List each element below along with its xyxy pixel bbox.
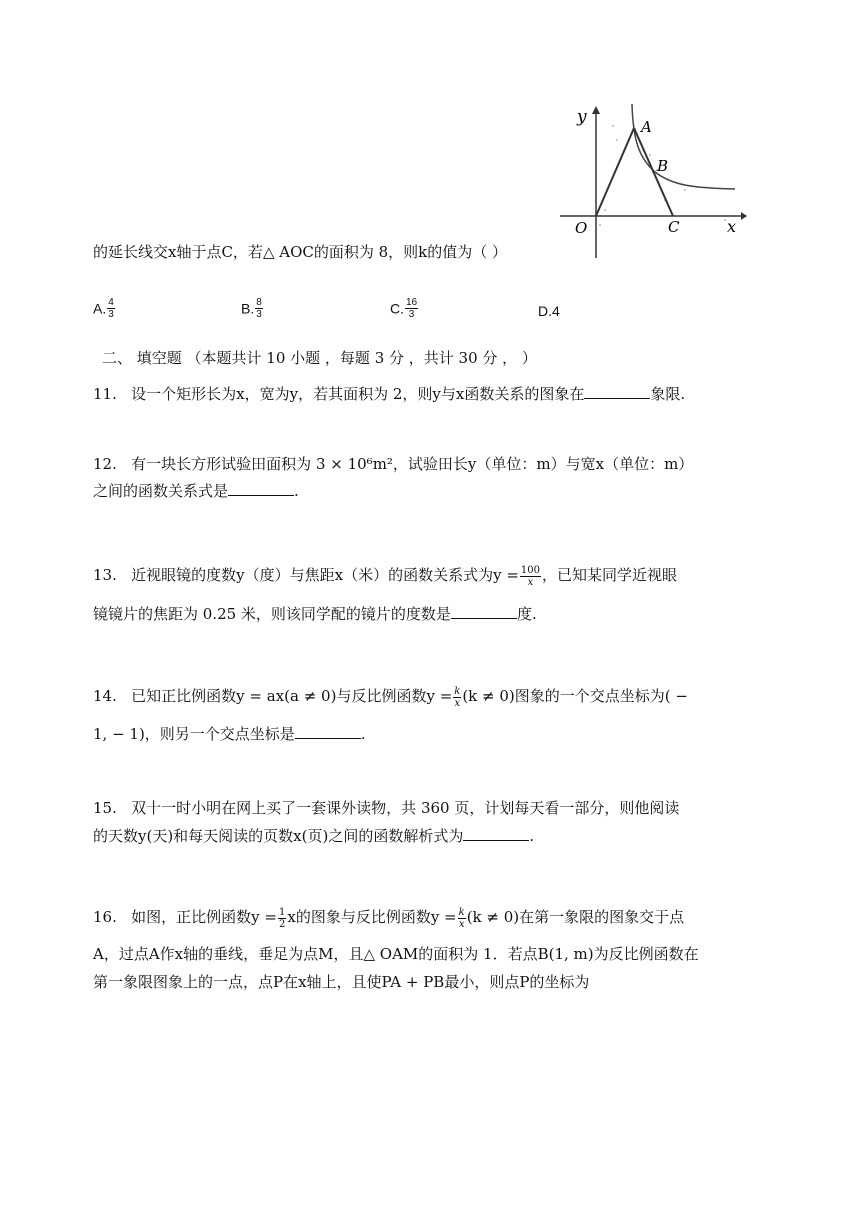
q10-options bbox=[93, 297, 693, 329]
q16-text-3: 第一象限图象上的一点，点P在x轴上，且使PA + PB最小，则点P的坐标为 bbox=[93, 973, 590, 991]
label-o: O bbox=[575, 219, 588, 237]
q16-text-1a: 如图，正比例函数y = bbox=[131, 908, 277, 926]
q11-after: 象限. bbox=[650, 385, 686, 403]
q14-after: . bbox=[360, 725, 366, 743]
x-axis-arrow bbox=[741, 212, 747, 220]
q16-frac2-den: x bbox=[458, 918, 465, 930]
q14-text-2: 1, − 1)，则另一个交点坐标是 bbox=[93, 725, 295, 743]
q13-line1 bbox=[93, 564, 677, 588]
q16-line3 bbox=[93, 971, 589, 993]
q15-line2 bbox=[93, 825, 534, 847]
q15-text-2: 的天数y(天)和每天阅读的页数x(页)之间的函数解析式为 bbox=[93, 827, 464, 845]
q14-number: 14. bbox=[93, 687, 117, 705]
option-b-num: 8 bbox=[256, 297, 262, 308]
scan-noise bbox=[599, 125, 726, 226]
y-axis-arrow bbox=[592, 106, 600, 114]
option-a-den: 3 bbox=[108, 309, 114, 320]
q11-answer-blank[interactable] bbox=[584, 384, 650, 399]
q16-text-1b: x的图象与反比例函数y = bbox=[287, 908, 457, 926]
q11-number: 11. bbox=[93, 385, 117, 403]
q16-line2 bbox=[93, 943, 699, 965]
q16-text-2: A，过点A作x轴的垂线，垂足为点M，且△ OAM的面积为 1．若点B(1, m)为反比例函数在 bbox=[93, 945, 699, 963]
q14-text-1b: (k ≠ 0)图象的一个交点坐标为( − bbox=[462, 687, 688, 705]
q14-line1 bbox=[93, 685, 688, 709]
q12-text-2: 之间的函数关系式是 bbox=[93, 482, 229, 500]
q13-text-1a: 近视眼镜的度数y（度）与焦距x（米）的函数关系式为y = bbox=[131, 566, 519, 584]
q16-number: 16. bbox=[93, 908, 117, 926]
q14-answer-blank[interactable] bbox=[295, 724, 361, 739]
option-c[interactable] bbox=[390, 297, 419, 320]
segment-oa bbox=[596, 128, 634, 216]
q11-text: 设一个矩形长为x，宽为y，若其面积为 2，则y与x函数关系的图象在 bbox=[131, 385, 585, 403]
option-a-letter: A. bbox=[93, 300, 107, 317]
q16-frac1-den: 2 bbox=[278, 918, 286, 930]
option-c-den: 3 bbox=[408, 309, 415, 320]
option-d-letter: D. bbox=[538, 303, 552, 319]
option-b-letter: B. bbox=[241, 300, 255, 317]
q15-number: 15. bbox=[93, 799, 117, 817]
q13-after: 度. bbox=[516, 605, 537, 623]
q10-graph bbox=[555, 100, 750, 260]
q12-line1 bbox=[93, 453, 693, 475]
q15-after: . bbox=[529, 827, 535, 845]
option-c-letter: C. bbox=[390, 300, 404, 317]
q16-text-1c: (k ≠ 0)在第一象限的图象交于点 bbox=[466, 908, 685, 926]
q13-text-2: 镜镜片的焦距为 0.25 米，则该同学配的镜片的度数是 bbox=[93, 605, 451, 623]
q12-line2 bbox=[93, 480, 299, 502]
q15-line1 bbox=[93, 797, 679, 819]
label-a: A bbox=[641, 118, 652, 136]
label-b: B bbox=[657, 157, 669, 175]
q13-line2 bbox=[93, 603, 537, 625]
section2-title: 二、 填空题 （本题共计 10 小题 ，每题 3 分 ，共计 30 分 ， ） bbox=[102, 349, 537, 367]
q16-line1 bbox=[93, 906, 684, 930]
q13-frac-num: 100 bbox=[520, 564, 541, 576]
hyperbola-curve bbox=[632, 104, 735, 189]
q14-line2 bbox=[93, 723, 366, 745]
label-x: x bbox=[727, 217, 737, 236]
q10-tail-text: 的延长线交x轴于点C，若△ AOC的面积为 8，则k的值为（ ） bbox=[93, 243, 508, 261]
q13-number: 13. bbox=[93, 566, 117, 584]
option-d-value: 4 bbox=[552, 303, 560, 319]
label-c: C bbox=[668, 218, 680, 236]
option-d[interactable] bbox=[538, 303, 560, 319]
q11 bbox=[93, 383, 685, 405]
q13-answer-blank[interactable] bbox=[451, 604, 517, 619]
option-a[interactable] bbox=[93, 297, 116, 320]
q12-after: . bbox=[294, 482, 299, 500]
q15-answer-blank[interactable] bbox=[463, 826, 529, 841]
q13-frac-den: x bbox=[527, 576, 534, 588]
q13-text-1b: ，已知某同学近视眼 bbox=[542, 566, 678, 584]
q16-frac1-num: 1 bbox=[278, 906, 286, 918]
q12-answer-blank[interactable] bbox=[228, 481, 294, 496]
option-c-num: 16 bbox=[406, 297, 418, 308]
q14-text-1a: 已知正比例函数y = ax(a ≠ 0)与反比例函数y = bbox=[131, 687, 453, 705]
option-b[interactable] bbox=[241, 297, 264, 320]
q16-frac2-num: k bbox=[458, 906, 465, 918]
option-a-num: 4 bbox=[108, 297, 114, 308]
label-y: y bbox=[577, 107, 587, 127]
q12-number: 12. bbox=[93, 455, 117, 473]
q12-text-1: 有一块长方形试验田面积为 3 × 10⁶m²，试验田长y（单位：m）与宽x（单位：m） bbox=[131, 455, 694, 473]
q14-frac-num: k bbox=[454, 685, 461, 697]
q15-text-1: 双十一时小明在网上买了一套课外读物，共 360 页，计划每天看一部分，则他阅读 bbox=[131, 799, 680, 817]
q14-frac-den: x bbox=[454, 697, 461, 709]
option-b-den: 3 bbox=[256, 309, 262, 320]
